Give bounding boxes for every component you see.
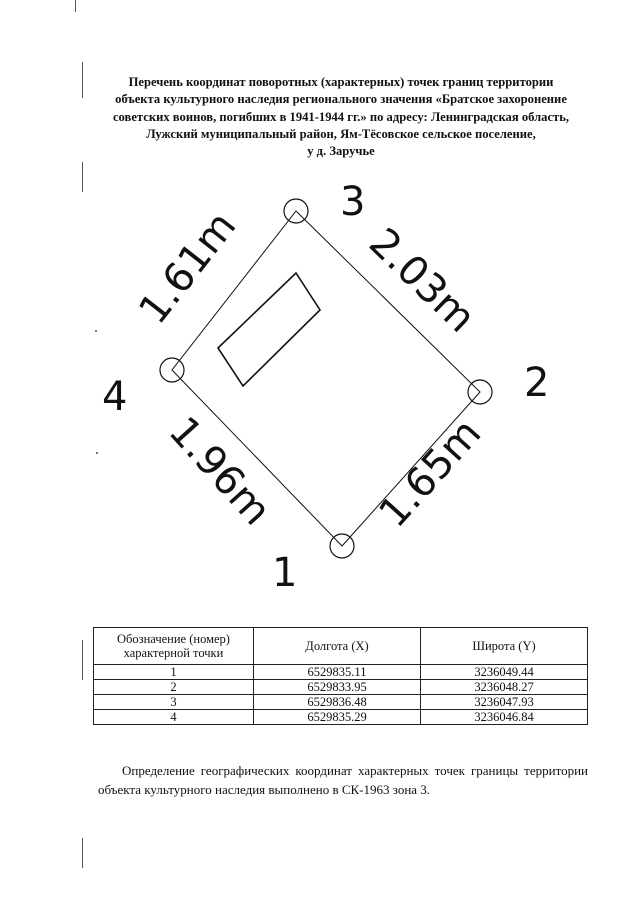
cell-latitude: 3236048.27 [421,680,588,695]
point-label-3: 3 [340,179,366,225]
point-label-2: 2 [524,360,550,406]
title-line: у д. Заручье [307,144,375,159]
distance-label-3-4: 1.61m [130,203,246,333]
cell-longitude: 6529835.11 [254,665,421,680]
cell-point: 4 [94,710,254,725]
cell-longitude: 6529833.95 [254,680,421,695]
coordinates-table [93,627,588,725]
coordinate-system-note: Определение географических координат характерных точек границы территории объекта культурного наследия выполнено в СК-1963 зона 3. [98,763,588,797]
cell-latitude: 3236049.44 [421,665,588,680]
cell-point: 1 [94,665,254,680]
distance-label-4-1: 1.96m [159,408,280,535]
column-header-longitude: Долгота (X) [254,628,421,665]
column-header-latitude: Широта (Y) [421,628,588,665]
cell-longitude: 6529835.29 [254,710,421,725]
cell-latitude: 3236046.84 [421,710,588,725]
scan-artifact-line [82,838,83,868]
table-row [94,710,588,725]
cell-latitude: 3236047.93 [421,695,588,710]
title-line: Лужский муниципальный район, Ям-Тёсовское сельское поселение, [146,126,536,141]
distance-label-3-2: 2.03m [360,219,485,342]
table-row [94,665,588,680]
table-row [94,680,588,695]
title-line: Перечень координат поворотных (характерных) точек границ территории [128,75,554,89]
distance-label-1-2: 1.65m [370,410,491,537]
scan-artifact-line [82,640,83,680]
cell-point: 2 [94,680,254,695]
burial-rectangle [218,273,320,386]
title-line: объекта культурного наследия регионального значения «Братское захоронение [115,92,567,107]
point-label-1: 1 [272,550,298,596]
cell-point: 3 [94,695,254,710]
column-header-point: Обозначение (номер) характерной точки [94,628,254,665]
title-line: советских воинов, погибших в 1941-1944 гг.» по адресу: Ленинградская область, [112,109,570,124]
table-header-row [94,628,588,665]
table-row [94,695,588,710]
point-label-4: 4 [102,374,128,420]
cell-longitude: 6529836.48 [254,695,421,710]
